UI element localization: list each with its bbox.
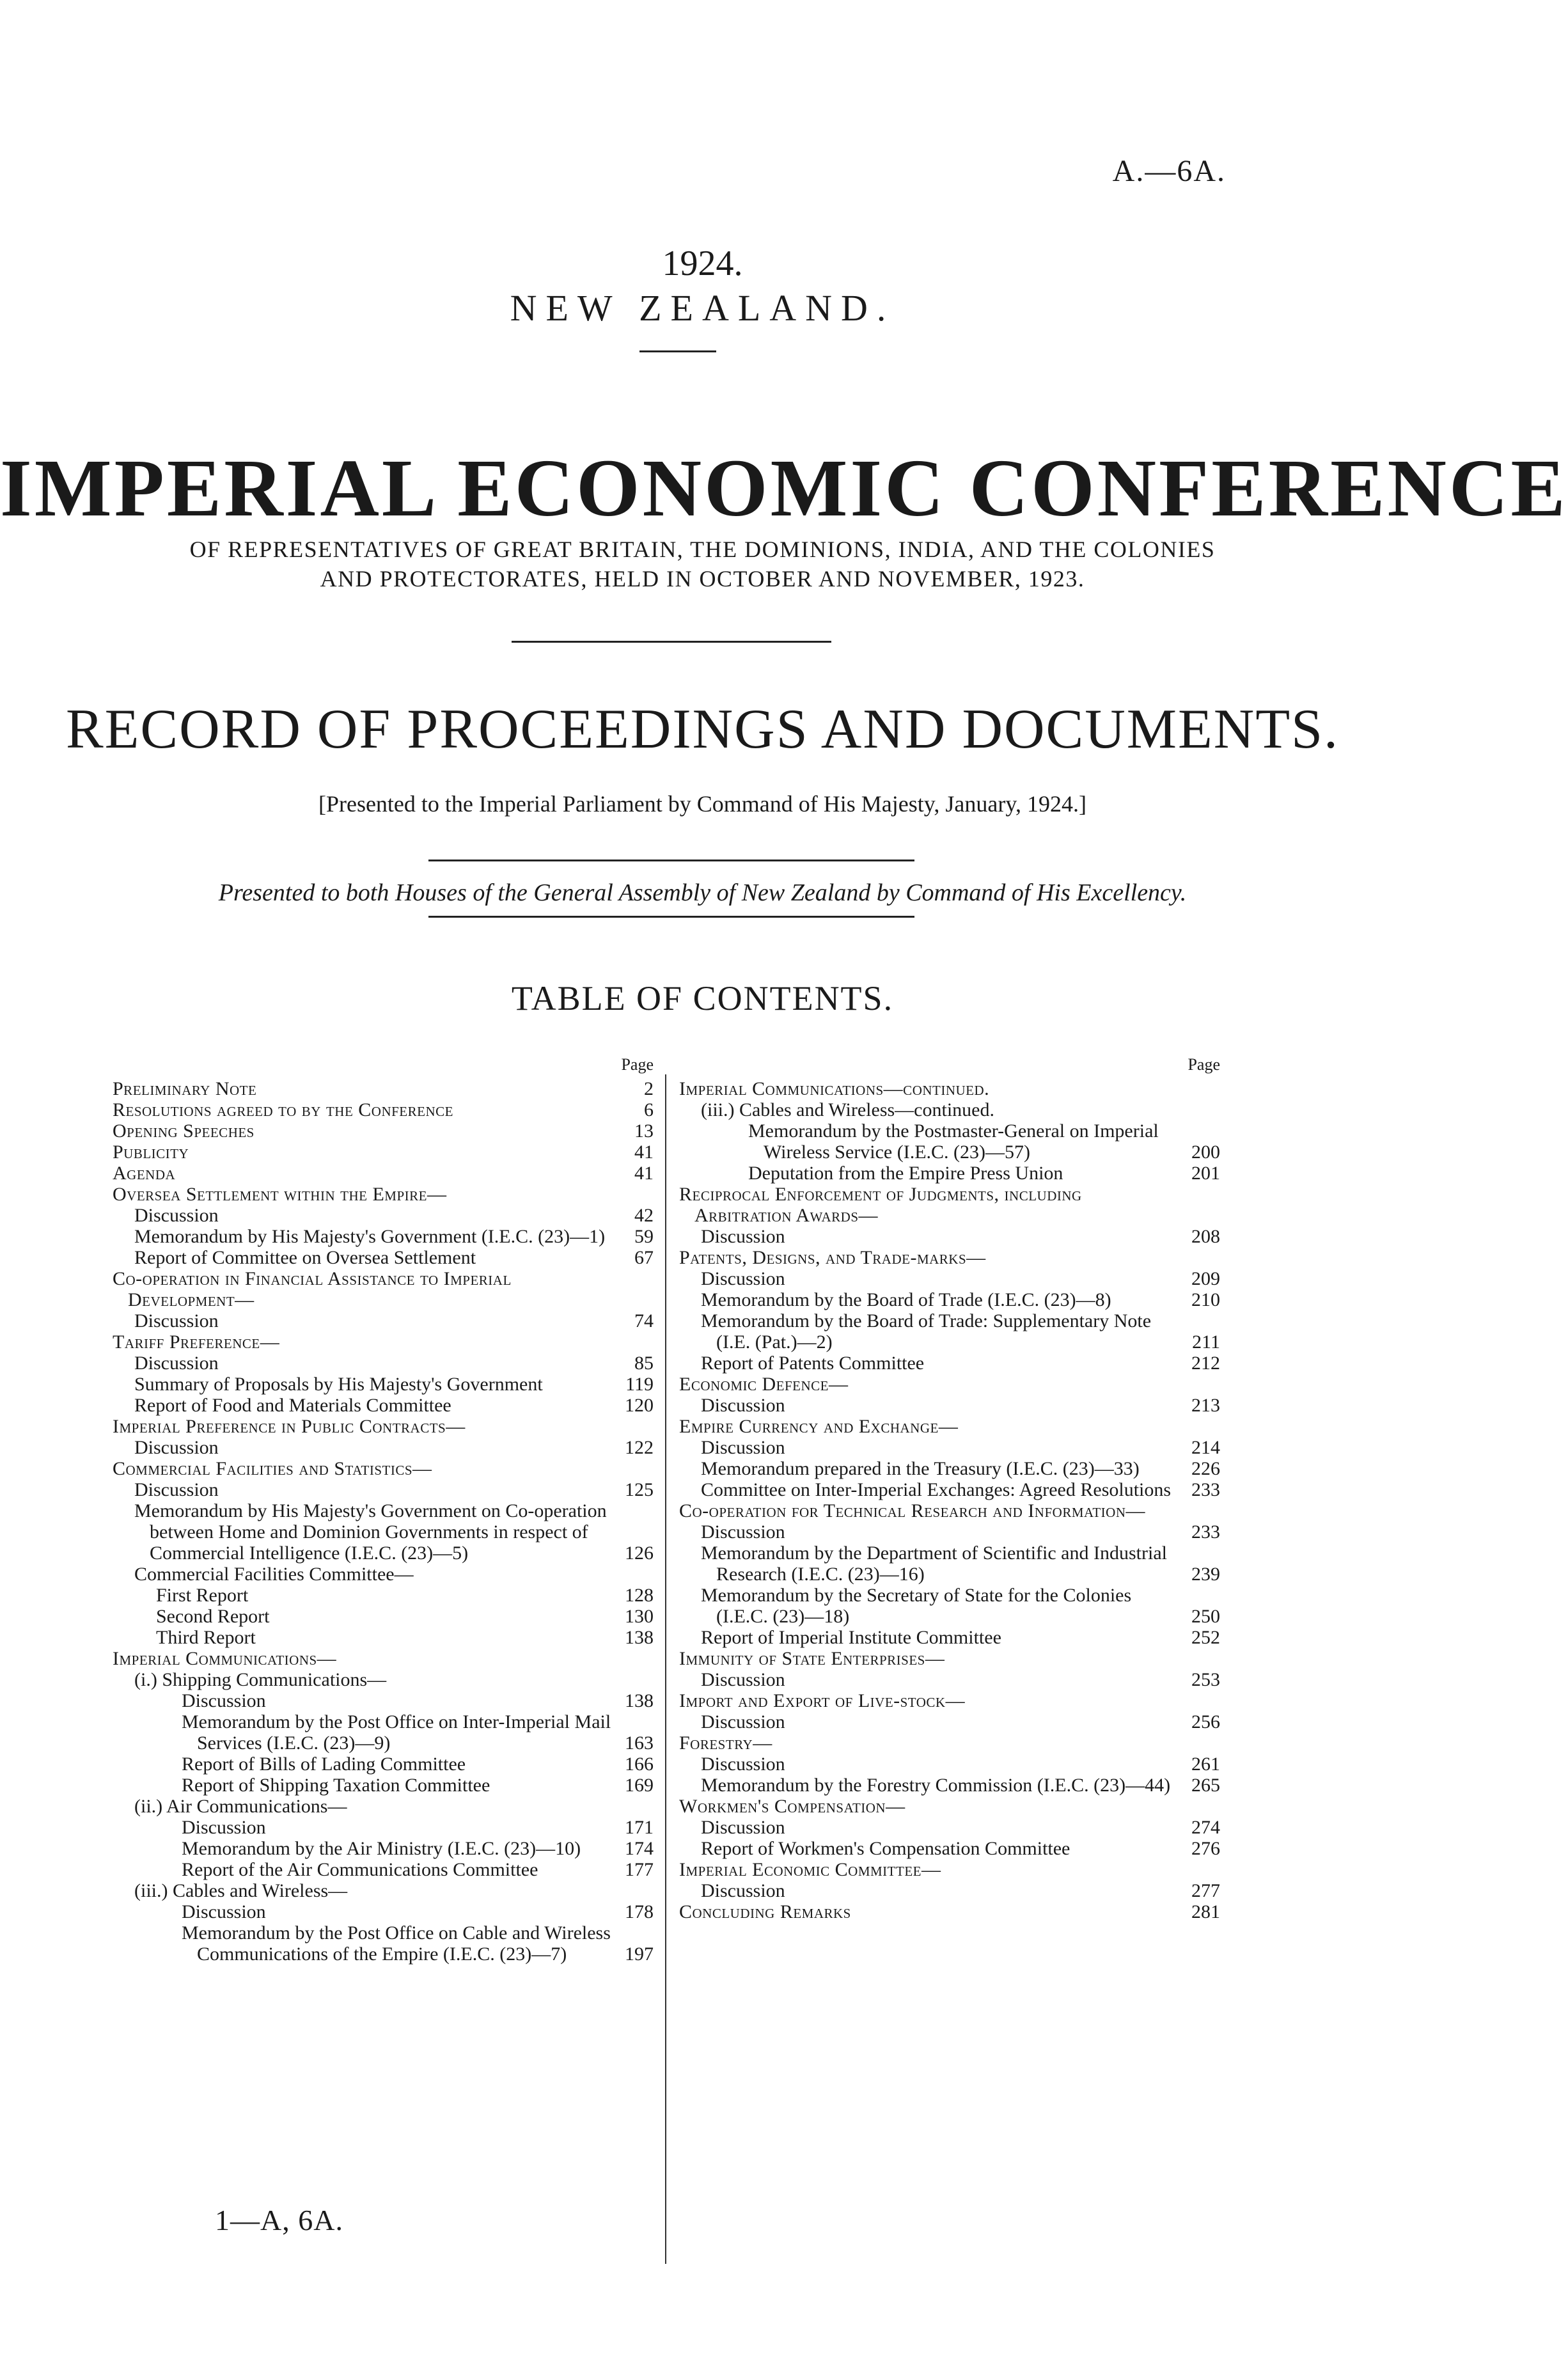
- toc-entry: [113, 1648, 654, 1669]
- toc-entry-title: Deputation from the Empire Press Union: [748, 1163, 1063, 1184]
- toc-entry-title: Workmen's Compensation—: [679, 1796, 906, 1817]
- toc-entry: [701, 1437, 1220, 1458]
- toc-entry-page: 277: [1191, 1880, 1220, 1901]
- toc-entry-page: 233: [1191, 1479, 1220, 1500]
- toc-entry-title: First Report: [156, 1585, 249, 1606]
- toc-entry-title: Imperial Communications—: [113, 1648, 337, 1669]
- toc-entry: [134, 1880, 654, 1901]
- toc-entry: [134, 1437, 654, 1458]
- toc-entry-title: Discussion: [134, 1353, 219, 1374]
- toc-entry: [679, 1732, 1220, 1754]
- toc-entry-page: 239: [1191, 1564, 1220, 1585]
- toc-entry: [679, 1078, 1220, 1099]
- toc-entry-title: Patents, Designs, and Trade-marks—: [679, 1247, 986, 1268]
- toc-entry-page: 41: [634, 1142, 654, 1163]
- toc-entry: [113, 1163, 654, 1184]
- toc-entry: [134, 1353, 654, 1374]
- toc-entry: [113, 1268, 654, 1310]
- toc-entry-title: Discussion: [701, 1754, 785, 1775]
- toc-entry-title: Discussion: [182, 1817, 266, 1838]
- toc-entry-page: 119: [625, 1374, 654, 1395]
- page-column-label: Page: [621, 1055, 654, 1074]
- toc-entry: [113, 1416, 654, 1437]
- toc-entry-title: (i.) Shipping Communications—: [134, 1669, 387, 1690]
- toc-entry-title: Discussion: [701, 1711, 785, 1732]
- toc-entry-title: Report of Food and Materials Committee: [134, 1395, 451, 1416]
- toc-entry-title: Discussion: [701, 1817, 785, 1838]
- toc-entry-title: Resolutions agreed to by the Conference: [113, 1099, 453, 1120]
- toc-entry-page: 214: [1191, 1437, 1220, 1458]
- toc-entry-title: Discussion: [182, 1690, 266, 1711]
- toc-entry-title: Memorandum by the Secretary of State for the Colonies (I.E.C. (23)—18): [701, 1585, 1132, 1627]
- column-divider: [665, 1074, 666, 2264]
- subtitle-line-1: OF REPRESENTATIVES OF GREAT BRITAIN, THE DOMINIONS, INDIA, AND THE COLONIES: [189, 537, 1216, 562]
- toc-entry-page: 163: [625, 1732, 654, 1754]
- toc-entry-title: Memorandum by the Air Ministry (I.E.C. (23)—10): [182, 1838, 581, 1859]
- toc-entry-title: Memorandum by the Postmaster-General on Imperial Wireless Service (I.E.C. (23)—57): [748, 1120, 1159, 1163]
- toc-entry-title: Memorandum prepared in the Treasury (I.E.C. (23)—33): [701, 1458, 1140, 1479]
- toc-entry-title: (iii.) Cables and Wireless—continued.: [701, 1099, 994, 1120]
- toc-entry-title: (ii.) Air Communications—: [134, 1796, 347, 1817]
- toc-entry: [182, 1775, 654, 1796]
- toc-entry-page: 138: [625, 1627, 654, 1648]
- toc-entry: [182, 1711, 654, 1754]
- toc-entry: [679, 1901, 1220, 1922]
- toc-entry: [182, 1754, 654, 1775]
- divider-rule: [428, 916, 914, 918]
- toc-entry-title: Report of Bills of Lading Committee: [182, 1754, 466, 1775]
- toc-entry: [182, 1922, 654, 1965]
- toc-entry-page: 281: [1191, 1901, 1220, 1922]
- page-column-label: Page: [1188, 1055, 1220, 1074]
- toc-entry: [701, 1880, 1220, 1901]
- toc-entry-page: 261: [1191, 1754, 1220, 1775]
- presented-houses-note: Presented to both Houses of the General Assembly of New Zealand by Command of His Excellency.: [218, 879, 1187, 906]
- subtitle: [0, 535, 1405, 593]
- toc-entry-title: Report of Committee on Oversea Settlement: [134, 1247, 476, 1268]
- toc-entry-page: 125: [625, 1479, 654, 1500]
- toc-entry-title: Discussion: [701, 1226, 785, 1247]
- toc-entry-title: Commercial Facilities Committee—: [134, 1564, 414, 1585]
- toc-entry-title: Imperial Preference in Public Contracts—: [113, 1416, 466, 1437]
- toc-entry-title: Discussion: [134, 1437, 219, 1458]
- toc-entry: [134, 1226, 654, 1247]
- toc-entry-page: 197: [625, 1943, 654, 1965]
- toc-entry-page: 74: [634, 1310, 654, 1331]
- divider-rule: [428, 860, 914, 861]
- toc-entry-page: 212: [1191, 1353, 1220, 1374]
- toc-entry-title: Summary of Proposals by His Majesty's Government: [134, 1374, 543, 1395]
- footer-reference: 1—A, 6A.: [215, 2204, 343, 2236]
- toc-entry-title: Report of Patents Committee: [701, 1353, 925, 1374]
- toc-entry: [701, 1226, 1220, 1247]
- toc-entry-page: 13: [634, 1120, 654, 1142]
- toc-entry: [701, 1395, 1220, 1416]
- toc-entry-title: Discussion: [701, 1268, 785, 1289]
- toc-entry-title: Memorandum by the Board of Trade (I.E.C. (23)—8): [701, 1289, 1111, 1310]
- toc-entry: [134, 1310, 654, 1331]
- toc-entry-title: Discussion: [182, 1901, 266, 1922]
- toc-entry-title: Memorandum by the Post Office on Cable and Wireless Communications of the Empire (I.E.C. (23)—7): [182, 1922, 611, 1965]
- toc-entry: [134, 1374, 654, 1395]
- toc-entry-title: Committee on Inter-Imperial Exchanges: Agreed Resolutions: [701, 1479, 1172, 1500]
- toc-entry-page: 211: [1192, 1331, 1220, 1353]
- toc-entry-page: 256: [1191, 1711, 1220, 1732]
- toc-entry-page: 59: [634, 1226, 654, 1247]
- toc-entry-page: 274: [1191, 1817, 1220, 1838]
- toc-entry: [182, 1690, 654, 1711]
- country-heading: NEW ZEALAND.: [510, 287, 895, 329]
- toc-entry: [701, 1458, 1220, 1479]
- toc-entry: [679, 1247, 1220, 1268]
- toc-entry-page: 252: [1191, 1627, 1220, 1648]
- toc-entry: [679, 1184, 1220, 1226]
- toc-entry: [701, 1353, 1220, 1374]
- toc-entry-title: Discussion: [701, 1395, 785, 1416]
- toc-entry: [679, 1416, 1220, 1437]
- toc-entry: [134, 1395, 654, 1416]
- toc-entry-title: Reciprocal Enforcement of Judgments, including Arbitration Awards—: [679, 1184, 1082, 1226]
- toc-entry-page: 138: [625, 1690, 654, 1711]
- toc-entry-page: 6: [644, 1099, 654, 1120]
- toc-entry-title: Opening Speeches: [113, 1120, 255, 1142]
- toc-entry: [701, 1099, 1220, 1120]
- document-reference: A.—6A.: [1112, 154, 1226, 188]
- toc-entry: [701, 1817, 1220, 1838]
- toc-entry: [156, 1606, 654, 1627]
- toc-entry: [701, 1627, 1220, 1648]
- toc-entry: [679, 1648, 1220, 1669]
- toc-entry: [679, 1690, 1220, 1711]
- toc-entry: [113, 1142, 654, 1163]
- toc-entry: [679, 1374, 1220, 1395]
- toc-entry: [113, 1331, 654, 1353]
- toc-entry-title: Discussion: [701, 1521, 785, 1543]
- toc-entry: [156, 1627, 654, 1648]
- toc-entry-title: Discussion: [701, 1880, 785, 1901]
- toc-entry: [134, 1796, 654, 1817]
- toc-entry-page: 41: [634, 1163, 654, 1184]
- record-title: RECORD OF PROCEEDINGS AND DOCUMENTS.: [65, 698, 1340, 760]
- toc-entry-title: Discussion: [134, 1310, 219, 1331]
- toc-entry-title: Memorandum by His Majesty's Government (I.E.C. (23)—1): [134, 1226, 606, 1247]
- toc-entry-title: Discussion: [701, 1669, 785, 1690]
- divider-rule: [639, 350, 716, 352]
- toc-entry-title: Discussion: [134, 1479, 219, 1500]
- toc-entry-title: Report of Imperial Institute Committee: [701, 1627, 1001, 1648]
- toc-heading: TABLE OF CONTENTS.: [511, 979, 894, 1017]
- toc-entry: [701, 1289, 1220, 1310]
- toc-entry: [701, 1754, 1220, 1775]
- toc-entry-page: 250: [1191, 1606, 1220, 1627]
- toc-entry-title: Oversea Settlement within the Empire—: [113, 1184, 447, 1205]
- toc-entry: [679, 1859, 1220, 1880]
- toc-entry-page: 2: [644, 1078, 654, 1099]
- toc-entry-page: 166: [625, 1754, 654, 1775]
- toc-entry: [679, 1500, 1220, 1521]
- toc-entry-page: 130: [625, 1606, 654, 1627]
- toc-entry-title: Imperial Communications—continued.: [679, 1078, 990, 1099]
- toc-entry-title: Import and Export of Live-stock—: [679, 1690, 966, 1711]
- toc-entry-page: 42: [634, 1205, 654, 1226]
- toc-entry: [701, 1711, 1220, 1732]
- toc-entry-title: Economic Defence—: [679, 1374, 849, 1395]
- toc-entry-page: 265: [1191, 1775, 1220, 1796]
- toc-entry-page: 171: [625, 1817, 654, 1838]
- toc-entry: [182, 1838, 654, 1859]
- toc-entry-title: Forestry—: [679, 1732, 772, 1754]
- toc-entry-page: 208: [1191, 1226, 1220, 1247]
- toc-entry-page: 122: [625, 1437, 654, 1458]
- toc-left-entries: [113, 1078, 654, 1965]
- toc-entry-page: 226: [1191, 1458, 1220, 1479]
- toc-entry-title: Discussion: [134, 1205, 219, 1226]
- toc-entry: [156, 1585, 654, 1606]
- document-year: 1924.: [662, 244, 743, 283]
- toc-entry-title: Imperial Economic Committee—: [679, 1859, 941, 1880]
- toc-entry-title: Commercial Facilities and Statistics—: [113, 1458, 432, 1479]
- main-title: IMPERIAL ECONOMIC CONFERENCE: [0, 443, 1568, 533]
- toc-entry-page: 210: [1191, 1289, 1220, 1310]
- toc-entry-title: Co-operation for Technical Research and Information—: [679, 1500, 1145, 1521]
- toc-entry-page: 253: [1191, 1669, 1220, 1690]
- toc-entry: [748, 1163, 1220, 1184]
- toc-entry-title: Immunity of State Enterprises—: [679, 1648, 945, 1669]
- toc-entry-page: 85: [634, 1353, 654, 1374]
- toc-entry-title: Agenda: [113, 1163, 176, 1184]
- toc-entry-title: Discussion: [701, 1437, 785, 1458]
- toc-right-entries: [679, 1078, 1220, 1922]
- divider-rule: [512, 641, 831, 643]
- toc-entry: [134, 1479, 654, 1500]
- toc-entry-page: 178: [625, 1901, 654, 1922]
- toc-entry-title: Report of Shipping Taxation Committee: [182, 1775, 490, 1796]
- toc-entry: [134, 1564, 654, 1585]
- toc-entry-page: 177: [625, 1859, 654, 1880]
- toc-entry-title: Co-operation in Financial Assistance to Imperial Development—: [113, 1268, 512, 1310]
- toc-entry-page: 200: [1191, 1142, 1220, 1163]
- toc-entry: [748, 1120, 1220, 1163]
- toc-entry-page: 174: [625, 1838, 654, 1859]
- toc-entry-title: Tariff Preference—: [113, 1331, 280, 1353]
- toc-entry: [134, 1247, 654, 1268]
- presented-parliament-note: [Presented to the Imperial Parliament by Command of His Majesty, January, 1924.]: [318, 791, 1087, 817]
- toc-entry-page: 213: [1191, 1395, 1220, 1416]
- toc-entry: [701, 1669, 1220, 1690]
- toc-entry-title: Memorandum by the Department of Scientific and Industrial Research (I.E.C. (23)—16): [701, 1543, 1167, 1585]
- toc-entry: [701, 1838, 1220, 1859]
- toc-entry: [701, 1585, 1220, 1627]
- toc-entry: [701, 1775, 1220, 1796]
- toc-entry-title: Memorandum by His Majesty's Government on Co-operation between Home and Dominion Governments in respect of Commercial Intelligence (I.E.C. (23)—5): [134, 1500, 607, 1564]
- toc-entry-page: 276: [1191, 1838, 1220, 1859]
- toc-entry-title: Memorandum by the Post Office on Inter-Imperial Mail Services (I.E.C. (23)—9): [182, 1711, 611, 1754]
- toc-entry: [679, 1796, 1220, 1817]
- toc-entry: [701, 1521, 1220, 1543]
- toc-entry: [182, 1901, 654, 1922]
- toc-entry: [134, 1669, 654, 1690]
- toc-entry: [113, 1458, 654, 1479]
- toc-entry-title: Publicity: [113, 1142, 189, 1163]
- toc-entry-title: Report of Workmen's Compensation Committee: [701, 1838, 1070, 1859]
- toc-entry-title: Memorandum by the Board of Trade: Supplementary Note (I.E. (Pat.)—2): [701, 1310, 1152, 1353]
- toc-entry-page: 126: [625, 1543, 654, 1564]
- toc-entry: [134, 1500, 654, 1564]
- toc-entry: [701, 1268, 1220, 1289]
- toc-entry: [701, 1310, 1220, 1353]
- toc-entry-title: Report of the Air Communications Committee: [182, 1859, 538, 1880]
- toc-entry: [113, 1184, 654, 1205]
- toc-entry-title: (iii.) Cables and Wireless—: [134, 1880, 348, 1901]
- toc-entry-title: Third Report: [156, 1627, 256, 1648]
- toc-entry-page: 169: [625, 1775, 654, 1796]
- toc-entry-page: 233: [1191, 1521, 1220, 1543]
- toc-entry-page: 209: [1191, 1268, 1220, 1289]
- toc-entry-page: 67: [634, 1247, 654, 1268]
- toc-entry: [182, 1817, 654, 1838]
- toc-entry-title: Memorandum by the Forestry Commission (I.E.C. (23)—44): [701, 1775, 1171, 1796]
- toc-entry: [113, 1099, 654, 1120]
- toc-entry-page: 128: [625, 1585, 654, 1606]
- subtitle-line-2: AND PROTECTORATES, HELD IN OCTOBER AND NOVEMBER, 1923.: [320, 566, 1085, 592]
- toc-entry-title: Concluding Remarks: [679, 1901, 851, 1922]
- toc-entry: [113, 1120, 654, 1142]
- toc-entry-title: Empire Currency and Exchange—: [679, 1416, 959, 1437]
- toc-entry: [701, 1479, 1220, 1500]
- toc-entry: [182, 1859, 654, 1880]
- toc-entry-title: Second Report: [156, 1606, 270, 1627]
- toc-entry-title: Preliminary Note: [113, 1078, 257, 1099]
- toc-entry-page: 201: [1191, 1163, 1220, 1184]
- toc-entry: [134, 1205, 654, 1226]
- toc-entry-page: 120: [625, 1395, 654, 1416]
- toc-entry: [701, 1543, 1220, 1585]
- toc-entry: [113, 1078, 654, 1099]
